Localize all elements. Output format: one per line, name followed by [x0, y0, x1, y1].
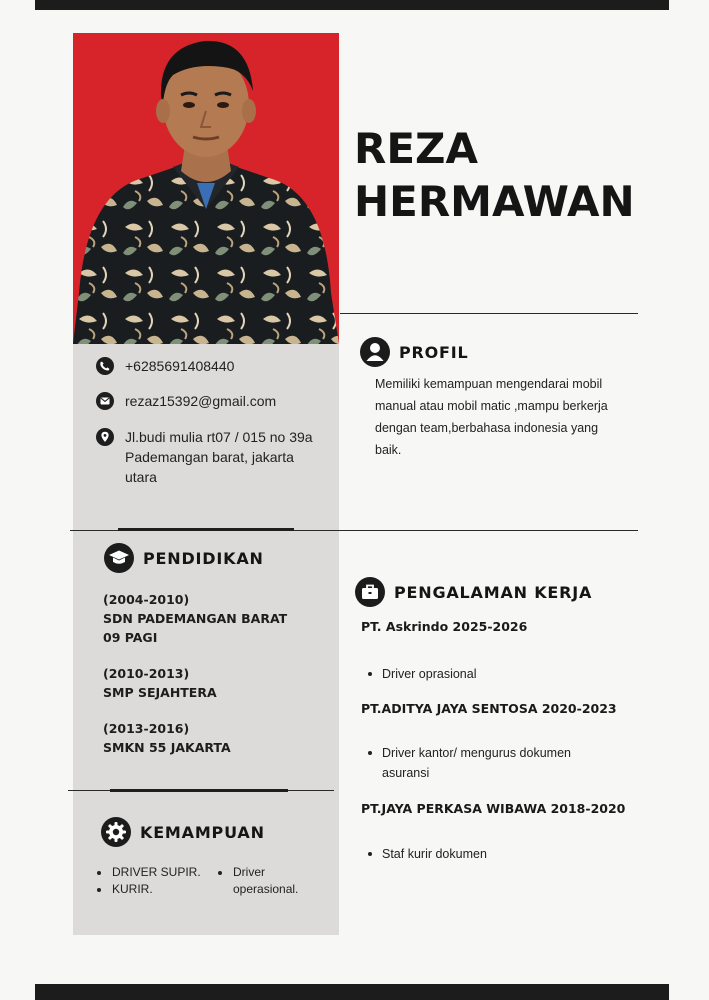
name-last: HERMAWAN [354, 177, 635, 226]
job-duty-text: Driver kantor/ mengurus dokumen [382, 746, 571, 760]
kemampuan-heading [101, 817, 265, 847]
briefcase-icon [355, 577, 385, 607]
education-years: (2013-2016) [103, 721, 190, 736]
address-text [125, 427, 313, 487]
top-bar [35, 0, 669, 10]
profil-line: manual atau mobil matic ,mampu berkerja [375, 399, 608, 413]
contact-address [96, 427, 313, 487]
contact-phone [96, 356, 234, 376]
job-duty [368, 664, 638, 684]
education-years: (2010-2013) [103, 666, 190, 681]
gear-icon [101, 817, 131, 847]
section-divider-accent [118, 528, 294, 531]
profile-photo [73, 33, 339, 344]
section-divider-accent [110, 789, 288, 792]
email-text: rezaz15392@gmail.com [125, 393, 277, 409]
pengalaman-heading [355, 577, 592, 607]
profil-line: baik. [375, 443, 402, 457]
profil-line: dengan team,berbahasa indonesia yang [375, 421, 599, 435]
address-line-1: Jl.budi mulia rt07 / 015 no 39a [125, 429, 313, 445]
graduation-cap-icon [104, 543, 134, 573]
pendidikan-title: PENDIDIKAN [143, 548, 264, 568]
profil-description [375, 373, 640, 461]
mail-icon [96, 392, 114, 410]
skill-item: KURIR. [97, 881, 153, 898]
education-school: 09 PAGI [103, 630, 158, 645]
user-icon [360, 337, 390, 367]
profil-title: PROFIL [399, 342, 469, 362]
skill-item: DRIVER SUPIR. [97, 864, 201, 881]
name-first: REZA [354, 124, 478, 173]
phone-icon [96, 357, 114, 375]
full-name [354, 122, 694, 228]
job-duty-text: asuransi [382, 766, 430, 780]
job-duty-text: Driver oprasional [382, 667, 477, 681]
job-title: PT. Askrindo 2025-2026 [361, 619, 528, 634]
phone-text: +6285691408440 [125, 358, 235, 374]
education-school: SMP SEJAHTERA [103, 685, 217, 700]
education-item [103, 664, 328, 702]
skill-item-text: operasional. [233, 882, 299, 896]
job-duty-text: Staf kurir dokumen [382, 847, 487, 861]
contact-email [96, 391, 276, 411]
job-duty [368, 743, 638, 783]
education-years: (2004-2010) [103, 592, 190, 607]
job-title: PT.ADITYA JAYA SENTOSA 2020-2023 [361, 701, 617, 716]
address-line-3: utara [125, 469, 157, 485]
education-item [103, 719, 328, 757]
education-item [103, 590, 328, 647]
job-title: PT.JAYA PERKASA WIBAWA 2018-2020 [361, 801, 626, 816]
address-line-2: Pademangan barat, jakarta [125, 449, 294, 465]
profil-heading [360, 337, 469, 367]
kemampuan-title: KEMAMPUAN [140, 822, 265, 842]
job-duty [368, 844, 638, 864]
profil-line: Memiliki kemampuan mengendarai mobil [375, 377, 603, 391]
pengalaman-title: PENGALAMAN KERJA [394, 582, 593, 602]
education-school: SDN PADEMANGAN BARAT [103, 611, 288, 626]
location-pin-icon [96, 428, 114, 446]
skill-item [218, 864, 298, 898]
skill-item-text: Driver [233, 865, 265, 879]
header-divider [340, 313, 638, 314]
bottom-bar [35, 984, 669, 1000]
education-school: SMKN 55 JAKARTA [103, 740, 231, 755]
pendidikan-heading [104, 543, 264, 573]
